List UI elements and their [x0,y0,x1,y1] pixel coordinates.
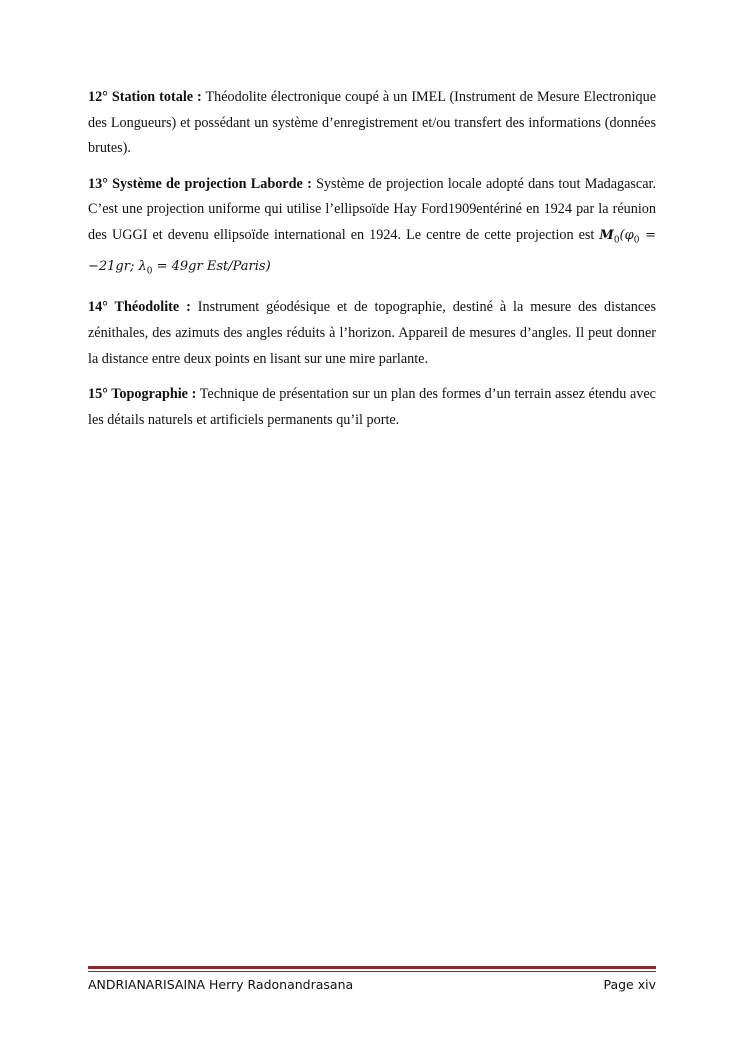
definition-station-totale: Théodolite électronique coupé à un IMEL (Instrument de Mesure Electronique des Longueurs) et possédant un système d’enregistrement et/ou transfert des informations (données brutes). [88,89,656,157]
page-footer [88,974,656,994]
definition-topographie: Technique de présentation sur un plan des formes d’un terrain assez étendu avec les détails naturels et artificiels permanents qu’il porte. [88,386,656,428]
projection-center-formula: $M_0(\varphi_0 = -21gr$; $\lambda_0 = 49gr$ Est/Paris) [88,227,656,277]
footer-author: ANDRIANARISAINA Herry Radonandrasana [88,976,354,992]
glossary-entry-14 [88,295,656,372]
glossary-entry-15 [88,382,656,433]
glossary-entry-13 [88,172,656,286]
glossary-body [88,85,656,443]
footer-divider-thin [88,971,656,972]
definition-theodolite: Instrument géodésique et de topographie, destiné à la mesure des distances zénithales, des azimuts des angles réduits à l’horizon. Appareil de mesures d’angles. Il peut donner la distance entre deux points en lisant sur une mire parlante. [88,299,656,367]
definition-systeme-projection-laborde: Système de projection locale adopté dans tout Madagascar. C’est une projection uniforme qui utilise l’ellipsoïde Hay Ford1909entériné en 1924 par la réunion des UGGI et devenu ellipsoïde international en 1924. Le centre de cette projection est [88,175,657,243]
term-topographie: 15° Topographie : [88,386,197,403]
term-theodolite: 14° Théodolite : [88,299,191,316]
term-systeme-projection-laborde: 13° Système de projection Laborde : [88,175,312,192]
glossary-entry-12 [88,85,656,162]
footer-page-number: Page xiv [603,976,656,992]
footer-divider-thick [88,966,656,969]
term-station-totale: 12° Station totale : [88,89,202,105]
